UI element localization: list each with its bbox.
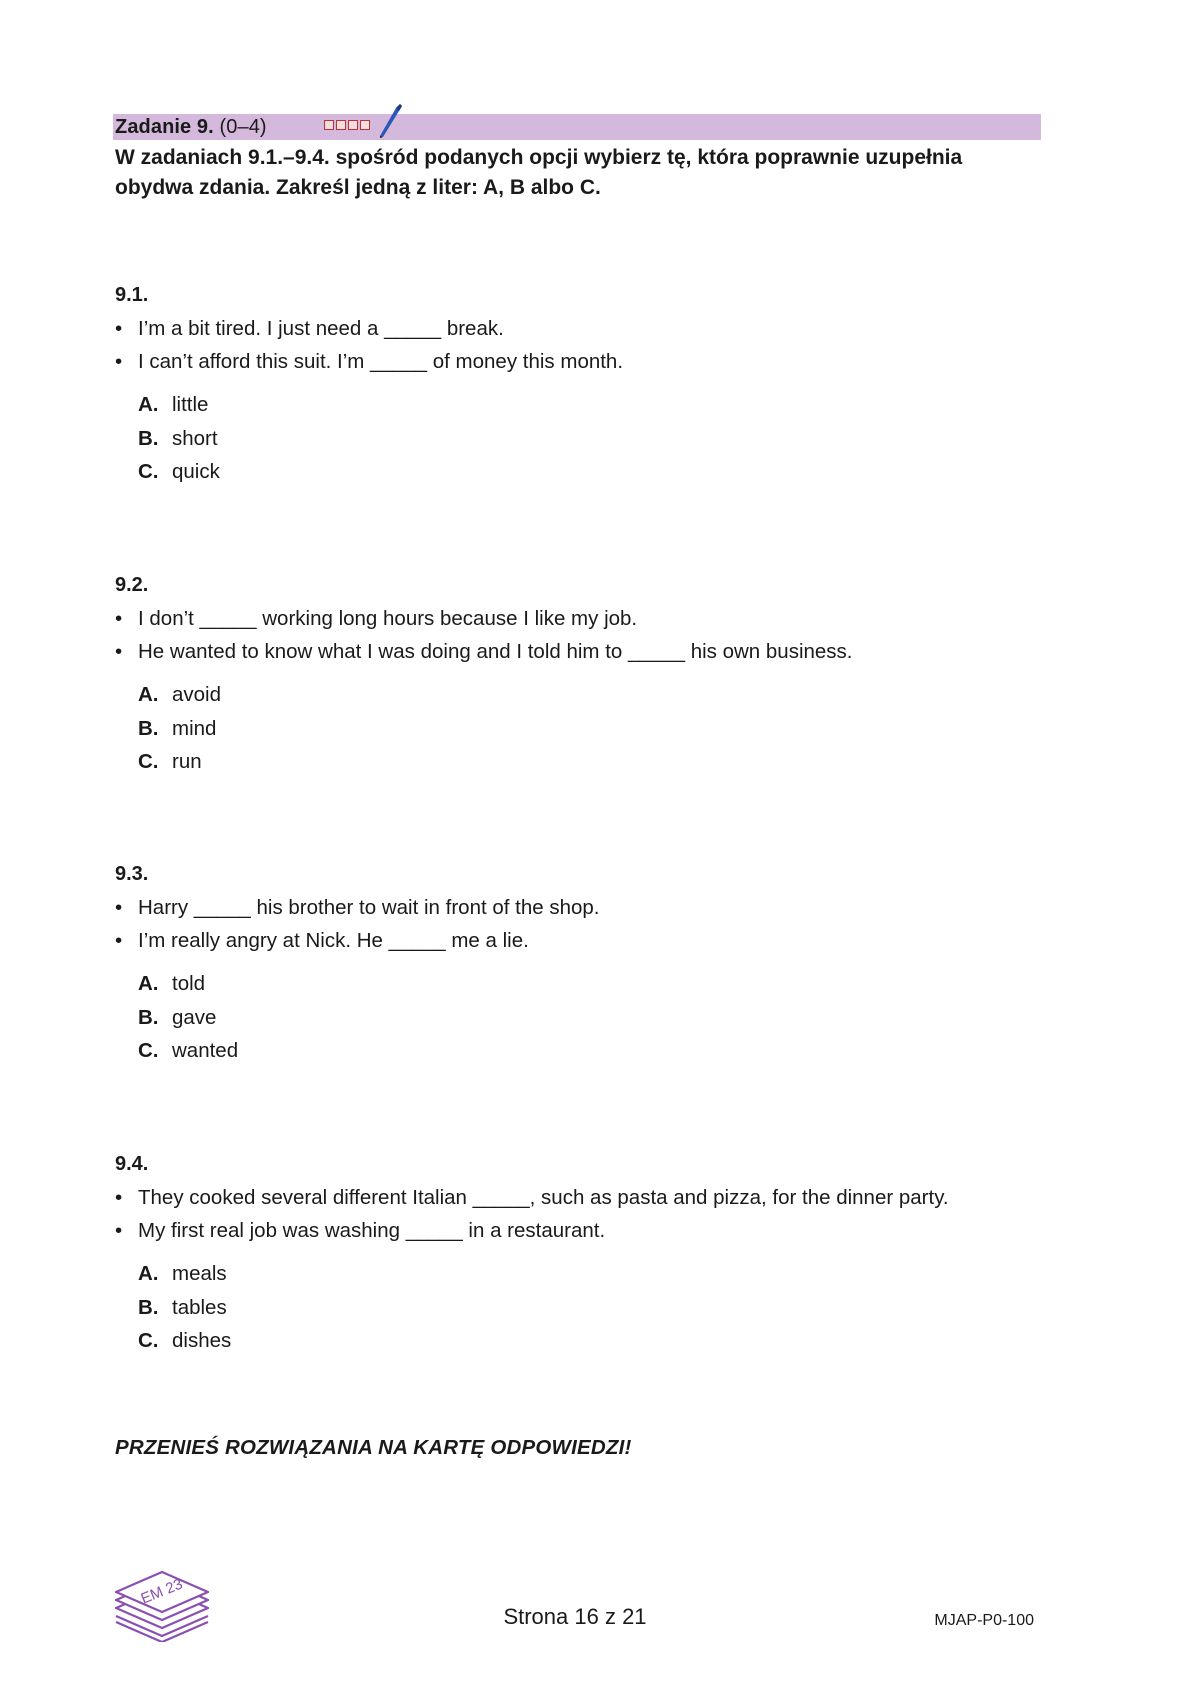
scoring-marks [324,120,370,130]
option-b[interactable]: B. short [138,426,218,450]
task-label: Zadanie 9. [115,116,214,138]
sentence: • I can’t afford this suit. I’m _____ of money this month. [115,345,1095,378]
option-c[interactable]: C. wanted [138,1039,239,1062]
sentence: • I’m really angry at Nick. He _____ me a lie. [115,924,1095,957]
task-points: (0–4) [219,116,267,138]
sentence: • My first real job was washing _____ in a restaurant. [115,1214,1095,1247]
question-number: 9.1. [115,284,149,306]
page-number: Strona 16 z 21 [503,1604,647,1629]
option-list [115,388,1095,489]
bullet-icon: • [115,317,123,340]
option-b[interactable]: B. gave [138,1005,217,1029]
sentence: • Harry _____ his brother to wait in front of the shop. [115,891,1095,924]
bullet-icon: • [115,1219,123,1242]
sentence: • He wanted to know what I was doing and I told him to _____ his own business. [115,635,1095,668]
option-b[interactable]: B. mind [138,716,217,740]
bullet-icon: • [115,1186,123,1209]
option-a[interactable]: A. meals [138,1262,227,1285]
option-list [115,678,1095,779]
question-number: 9.2. [115,574,149,596]
task-title [115,114,267,140]
transfer-note: PRZENIEŚ ROZWIĄZANIA NA KARTĘ ODPOWIEDZI! [115,1436,632,1459]
score-box [360,120,370,130]
option-a[interactable]: A. little [138,393,209,416]
question-9-1 [115,281,1095,489]
question-9-3 [115,860,1095,1068]
bullet-icon: • [115,896,123,919]
sentence: • I don’t _____ working long hours because I like my job. [115,602,1095,635]
option-c[interactable]: C. quick [138,460,220,483]
option-a[interactable]: A. avoid [138,683,222,706]
option-a[interactable]: A. told [138,972,206,995]
question-number: 9.4. [115,1153,149,1175]
logo-text: EM 23 [138,1575,186,1608]
option-c[interactable]: C. dishes [138,1329,232,1352]
bullet-icon: • [115,350,123,373]
question-9-4 [115,1150,1095,1358]
bullet-icon: • [115,929,123,952]
score-box [348,120,358,130]
sentence: • I’m a bit tired. I just need a _____ break. [115,312,1095,345]
option-b[interactable]: B. tables [138,1295,227,1319]
bullet-icon: • [115,607,123,630]
sentence: • They cooked several different Italian _____, such as pasta and pizza, for the dinner party. [115,1181,1095,1214]
bullet-icon: • [115,640,123,663]
task-instruction: W zadaniach 9.1.–9.4. spośród podanych opcji wybierz tę, która poprawnie uzupełnia obydwa zdania. Zakreśl jedną z liter: A, B albo C. [115,146,963,199]
score-box [336,120,346,130]
option-list [115,1257,1095,1358]
option-c[interactable]: C. run [138,750,202,773]
document-code: MJAP-P0-100 [934,1612,1034,1629]
option-list [115,967,1095,1068]
pen-icon [376,102,404,138]
question-number: 9.3. [115,863,149,885]
question-9-2 [115,571,1095,779]
score-box [324,120,334,130]
